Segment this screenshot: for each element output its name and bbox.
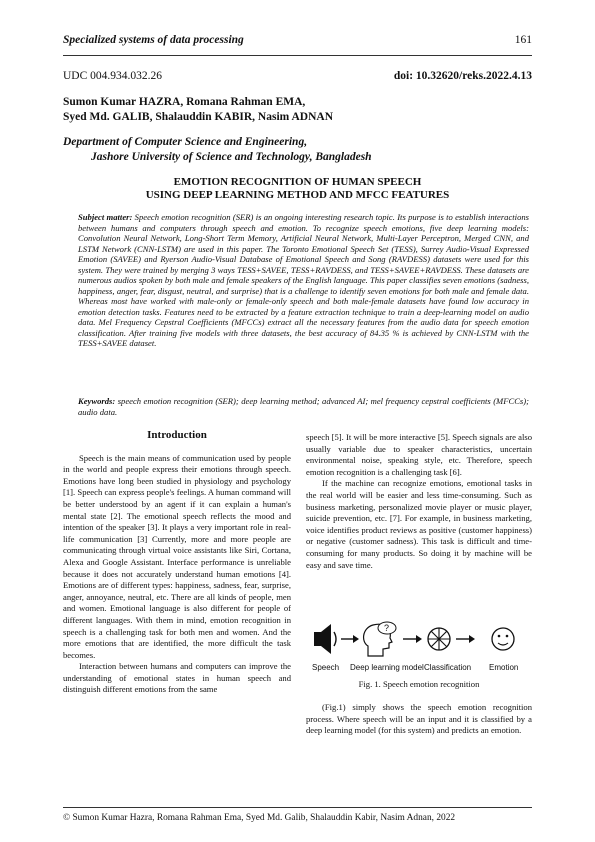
abstract bbox=[78, 212, 529, 349]
paragraph: Interaction between humans and computers can improve the understanding of emotional states in human speech and distinguish different emotions from the same bbox=[63, 661, 291, 695]
page-number: 161 bbox=[514, 34, 532, 46]
arrow-icon bbox=[403, 635, 422, 643]
keywords bbox=[78, 396, 529, 417]
udc-code: UDC 004.934.032.26 bbox=[63, 70, 163, 82]
arrow-icon bbox=[341, 635, 359, 643]
speaker-icon bbox=[314, 624, 336, 654]
authors-line-2: Syed Md. GALIB, Shalauddin KABIR, Nasim ADNAN bbox=[63, 111, 333, 123]
figure-label: Speech bbox=[312, 663, 340, 672]
keywords-label: Keywords: bbox=[78, 396, 116, 406]
figure-1 bbox=[306, 620, 532, 675]
authors-line-1: Sumon Kumar HAZRA, Romana Rahman EMA, bbox=[63, 96, 306, 108]
paragraph: (Fig.1) simply shows the speech emotion recognition process. Where speech will be an input and it is classified by a deep learning model (for this system) and predicts an emotion. bbox=[306, 702, 532, 736]
abstract-label: Subject matter: bbox=[78, 212, 133, 222]
footer-rule bbox=[63, 807, 532, 808]
figure-diagram bbox=[306, 620, 532, 664]
section-heading-introduction: Introduction bbox=[147, 429, 207, 441]
title-line-1: EMOTION RECOGNITION OF HUMAN SPEECH bbox=[173, 176, 422, 188]
doi-link[interactable]: doi: 10.32620/reks.2022.4.13 bbox=[393, 70, 532, 82]
right-column-continued bbox=[306, 702, 532, 737]
figure-label: Deep learning model bbox=[350, 663, 424, 672]
right-column bbox=[306, 432, 532, 571]
svg-text:?: ? bbox=[384, 623, 390, 633]
paragraph: Speech is the main means of communication used by people in the world and people express their emotions through speech. Emotions have long been studied in physiology and psychology [1]. Speech can express people's feelings. A human command will be better understood by an agent if it can explain a human's mental state [2]. The emotional speech reflects the mood and intention of the speaker [3]. It plays a very important role in real-life communication [3] Currently, more and more people are communicating through virtual voice assistants like Siri, Cortana, Alexa and Google Assistant. Interface performance is unreliable because it does not accurately understand human emotions [4]. Emotions are of different types: happiness, sadness, fear, surprise, anger, annoyance, neutral, etc. There are all kinds of people, men and women. Emotional language is also different for people of different languages. With them in mind, emotion recognition in speech is a challenging task for both men and women. And the more emotions that are identified, the more difficult the task becomes. bbox=[63, 452, 291, 660]
smiley-face-icon bbox=[492, 628, 514, 650]
article-meta bbox=[63, 70, 532, 82]
arrow-icon bbox=[456, 635, 475, 643]
figure-label: Emotion bbox=[489, 663, 519, 672]
classification-icon bbox=[428, 628, 450, 650]
keywords-text: speech emotion recognition (SER); deep learning method; advanced AI; mel frequency cepstral coefficients (MFCCs); audio data. bbox=[78, 396, 529, 417]
left-column bbox=[63, 430, 291, 696]
abstract-text: Speech emotion recognition (SER) is an ongoing interesting research topic. Its purpose is to establish interactions between humans and computers through speech and emotion. To recognize speech emotions, five deep learning models: Convolution Neural Network, Long-Short Term Memory, Artificial Neural Network, Multi-Layer Perceptron, Merged CNN, and LSTM Network (CNN-LSTM) are used in this paper. The Toronto Emotional Speech Set (TESS), Surrey Audio-Visual Expressed Emotion (SAVEE) and Ryerson Audio-Visual Database of Emotional Speech and Song (RAVDESS) datasets were used for this system. They were trained by merging 3 ways TESS+SAVEE, TESS+RAVDESS, and TESS+SAVEE+RAVDESS. These datasets are numerous audios spoken by both male and female speakers of the English language. This paper classifies seven emotions (sadness, happiness, anger, fear, disgust, neutral, and surprise) that is a challenge to identify seven emotions for both male and female data. Whereas most have worked with male-only or female-only speech and both male-female datasets have found low accuracy in emotion detection tasks. Features need to be extracted by a feature extraction technique to train a deep-learning model on audio data. Mel Frequency Cepstral Coefficients (MFCCs) extract all the necessary features from the audio data for speech emotion classification. After training five models with three datasets, the best accuracy of 84.35 % is achieved by CNN-LSTM with the TESS+SAVEE dataset. bbox=[78, 212, 530, 348]
running-header bbox=[63, 34, 532, 52]
copyright-footer: © Sumon Kumar Hazra, Romana Rahman Ema, Syed Md. Galib, Shalauddin Kabir, Nasim Adnan, 2022 bbox=[63, 813, 456, 823]
title-line-2: USING DEEP LEARNING METHOD AND MFCC FEATURES bbox=[145, 189, 450, 201]
journal-name: Specialized systems of data processing bbox=[63, 34, 244, 46]
affiliation bbox=[63, 135, 372, 165]
thinking-head-icon bbox=[364, 622, 396, 656]
paper-title bbox=[63, 176, 532, 202]
author-list bbox=[63, 95, 333, 125]
paragraph: If the machine can recognize emotions, emotional tasks in the real world will be easier and less time-consuming. Such as business marketing, personalized movie player or music player, suicide prevention, etc. [7]. For example, in business marketing, voice identifies product reviews as positive (customer happiness) or negative (customer sadness). This task is difficult and time-consuming for many products. So doing it by machine will be easy and save time. bbox=[306, 478, 532, 570]
affiliation-line-2: Jashore University of Science and Technology, Bangladesh bbox=[91, 151, 372, 163]
paragraph: speech [5]. It will be more interactive [5]. Speech signals are also usually variable due to speaker characteristics, uncertain environmental noise, speaking style, etc. Therefore, speech emotion recognition is a challenging task [6]. bbox=[306, 432, 532, 477]
figure-caption: Fig. 1. Speech emotion recognition bbox=[358, 679, 480, 689]
figure-label: Classification bbox=[424, 663, 472, 672]
header-rule bbox=[63, 55, 532, 56]
affiliation-line-1: Department of Computer Science and Engineering, bbox=[63, 136, 308, 148]
